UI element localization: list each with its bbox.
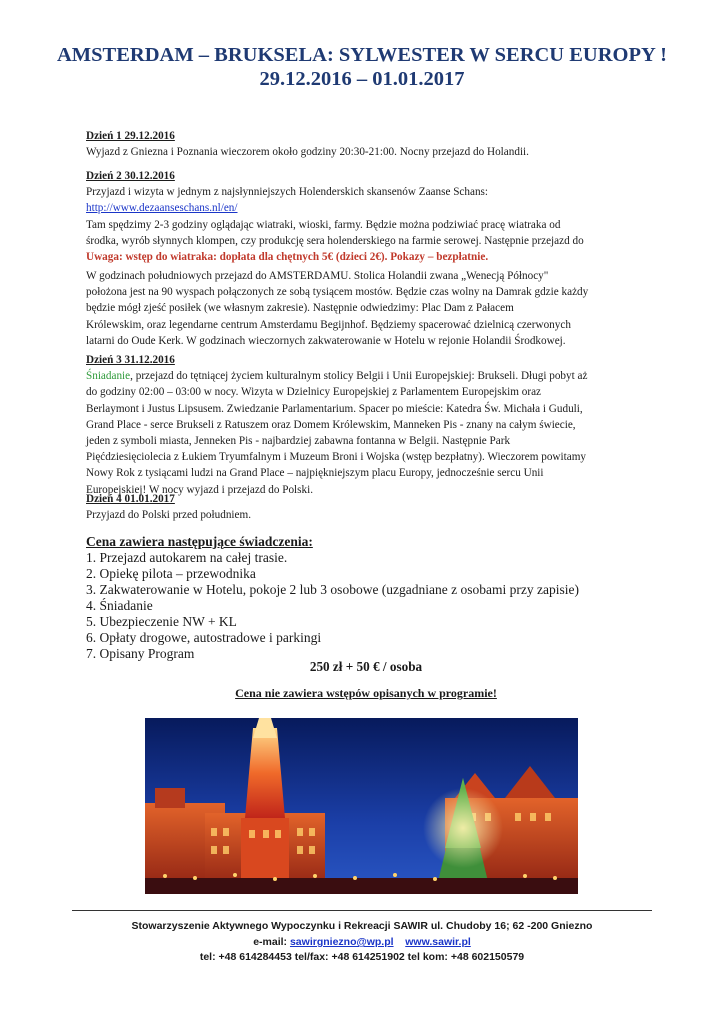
- day2-line1: Przyjazd i wizyta w jednym z najsłynniejszych Holenderskich skansenów Zaanse Schans:: [86, 186, 489, 199]
- page-title: AMSTERDAM – BRUKSELA: SYLWESTER W SERCU EUROPY !: [57, 44, 667, 66]
- day2-line2: Tam spędzimy 2-3 godziny oglądając wiatraki, wioski, farmy. Będzie można podziwiać pracę wiatraka od: [86, 218, 561, 231]
- price-item: 3. Zakwaterowanie w Hotelu, pokoje 2 lub 3 osobowe (uzgadniane z osobami przy zapisie): [86, 582, 579, 597]
- day3-line7: Nowy Rok z tysiącami ludzi na Grand Place – najpiękniejszym placu Europy, jednocześnie sercu Unii: [86, 467, 544, 480]
- zaanse-schans-link[interactable]: http://www.dezaanseschans.nl/en/: [86, 202, 238, 215]
- day1-heading: Dzień 1 29.12.2016: [86, 130, 175, 142]
- day1-text: Wyjazd z Gniezna i Poznania wieczorem około godziny 20:30-21:00. Nocny przejazd do Holandii.: [86, 146, 529, 159]
- footer-website-link[interactable]: www.sawir.pl: [405, 936, 471, 948]
- day3-line2: do godziny 02:00 – 03:00 w nocy. Wizyta w Dzielnicy Europejskiej z Parlamentem Europejskim oraz: [86, 386, 542, 399]
- footer-divider: [72, 910, 652, 911]
- day2-heading: Dzień 2 30.12.2016: [86, 170, 175, 182]
- day3-line8: Europejskiej! W nocy wyjazd i przejazd do Polski.: [86, 483, 314, 496]
- day2-section: [86, 168, 642, 265]
- day2-p2-line4: Królewskim, oraz legendarne centrum Amsterdamu Begijnhof. Będziemy spacerować dzielnicą czerwonych: [86, 318, 571, 331]
- day3-heading: Dzień 3 31.12.2016: [86, 354, 175, 366]
- day2-line3: środka, wyrób słynnych klompen, czy produkcję sera holenderskiego na farmie serowej. Następnie przejazd do: [86, 234, 584, 247]
- day1-section: [86, 128, 642, 160]
- footer-email-label: e-mail:: [253, 936, 288, 948]
- day4-text: Przyjazd do Polski przed południem.: [86, 509, 251, 522]
- day4-heading: Dzień 4 01.01.2017: [86, 493, 175, 505]
- footer-email-link[interactable]: sawirgniezno@wp.pl: [289, 936, 394, 948]
- day3-line1: , przejazd do tętniącej życiem kulturalnym stolicy Belgii i Unii Europejskiej: Brukseli. Długi pobyt aż: [130, 370, 588, 383]
- day2-p2-line2: położona jest na 90 wyspach połączonych ze sobą tysiącem mostów. Będzie czas wolny na Damrak gdzie każdy: [86, 286, 589, 299]
- day2-p2-line5: latarni do Oude Kerk. W godzinach wieczornych zakwaterowanie w Hotelu w rejonie Holandii Środkowej.: [86, 334, 566, 347]
- day2-paragraph2: [86, 268, 642, 349]
- day3-section: [86, 352, 642, 498]
- price-item: 7. Opisany Program: [86, 646, 195, 661]
- day3-line5: jeden z symboli miasta, Jenneken Pis - najbardziej zabawna fontanna w Belgii. Następnie Park: [86, 435, 511, 448]
- price-includes: [86, 534, 646, 662]
- price-not-included: Cena nie zawiera wstępów opisanych w programie!: [235, 686, 497, 700]
- grand-place-photo: [145, 718, 578, 894]
- price-item: 4. Śniadanie: [86, 598, 153, 613]
- day4-section: [86, 491, 642, 523]
- day2-warning: Uwaga: wstęp do wiatraka: dopłata dla chętnych 5€ (dzieci 2€). Pokazy – bezpłatnie.: [86, 251, 489, 264]
- day2-p2-line1: W godzinach południowych przejazd do AMSTERDAMU. Stolica Holandii zwana „Wenecją Północy": [86, 270, 549, 282]
- footer-phone: tel: +48 614284453 tel/fax: +48 614251902 tel kom: +48 602150579: [199, 951, 525, 963]
- day3-breakfast: Śniadanie: [86, 370, 131, 383]
- page-title-dates: 29.12.2016 – 01.01.2017: [259, 68, 465, 90]
- price-amount: 250 zł + 50 € / osoba: [309, 659, 423, 674]
- price-item: 1. Przejazd autokarem na całej trasie.: [86, 550, 288, 565]
- price-item: 2. Opiekę pilota – przewodnika: [86, 566, 256, 581]
- price-item: 5. Ubezpieczenie NW + KL: [86, 614, 237, 629]
- footer-organization: Stowarzyszenie Aktywnego Wypoczynku i Rekreacji SAWIR ul. Chudoby 16; 62 -200 Gniezno: [131, 920, 593, 932]
- day3-line4: Grand Place - serce Brukseli z Ratuszem oraz Domem Królewskim, Manneken Pis - znany na całym świecie,: [86, 418, 576, 431]
- day3-line6: Pięćdziesięciolecia z Łukiem Tryumfalnym i Muzeum Broni i Wojska (wstęp bezpłatny). Wieczorem powitamy: [86, 451, 586, 464]
- price-item: 6. Opłaty drogowe, autostradowe i parkingi: [86, 630, 322, 645]
- day3-line3: Berlaymont i Justus Lipsusem. Zwiedzanie Parlamentarium. Spacer po mieście: Katedra Św. Michała i Guduli,: [86, 402, 583, 415]
- footer-contact: [60, 936, 664, 948]
- day2-p2-line3: będzie mógł zjeść posiłek (we własnym zakresie). Następnie odwiedzimy: Plac Dam z Pałacem: [86, 302, 514, 315]
- price-includes-heading: Cena zawiera następujące świadczenia:: [86, 534, 313, 549]
